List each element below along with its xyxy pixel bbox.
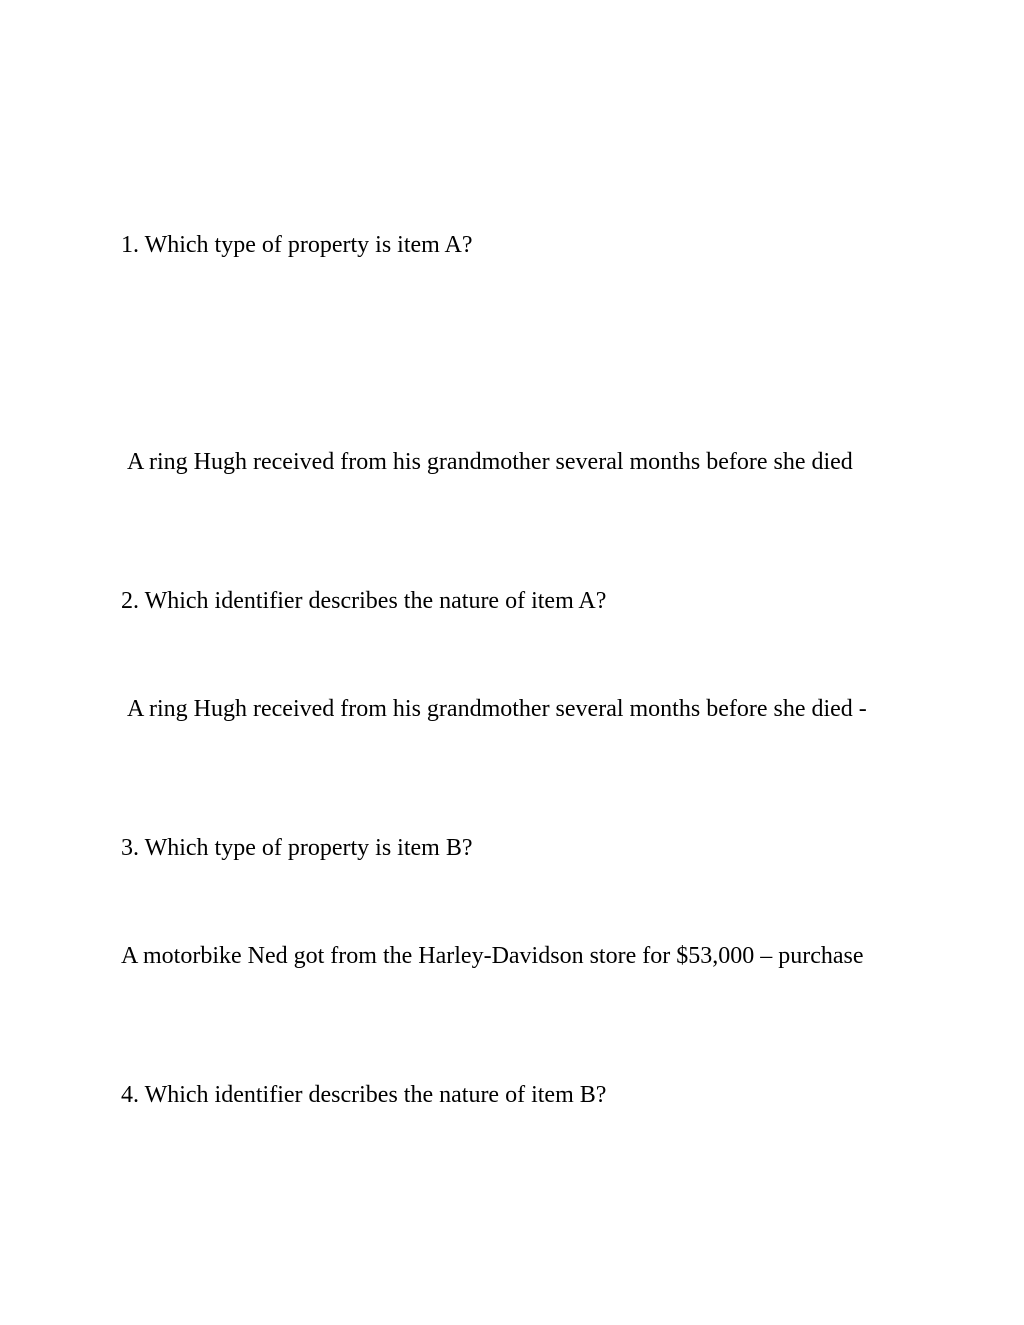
item-a-description: A ring Hugh received from his grandmother several months before she died <box>121 449 853 475</box>
question-2: 2. Which identifier describes the nature of item A? <box>121 588 607 614</box>
question-4: 4. Which identifier describes the nature of item B? <box>121 1082 607 1108</box>
question-1: 1. Which type of property is item A? <box>121 232 473 258</box>
item-b-description: A motorbike Ned got from the Harley-Davidson store for $53,000 – purchase <box>121 943 864 969</box>
question-3: 3. Which type of property is item B? <box>121 835 473 861</box>
item-a-description-repeat: A ring Hugh received from his grandmother several months before she died - <box>121 696 867 722</box>
